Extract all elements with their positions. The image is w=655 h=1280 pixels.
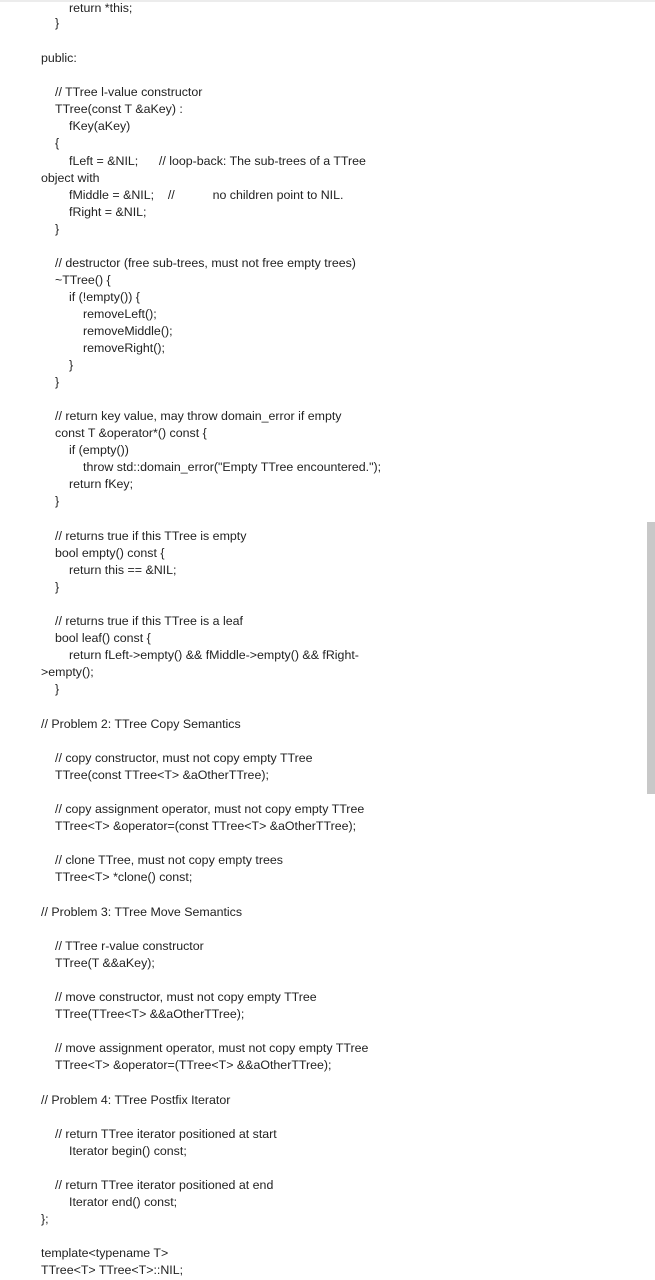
code-line: } (69, 358, 74, 372)
code-line: TTree(const TTree<T> &aOtherTTree); (55, 768, 269, 782)
code-line: // returns true if this TTree is a leaf (55, 614, 243, 628)
code-line: object with (41, 171, 100, 185)
code-line: // copy assignment operator, must not copy empty TTree (55, 802, 365, 816)
code-line: TTree<T> *clone() const; (55, 870, 193, 884)
vertical-scrollbar-thumb[interactable] (647, 522, 655, 794)
code-line: >empty(); (41, 665, 94, 679)
code-line: // returns true if this TTree is empty (55, 529, 247, 543)
code-line: } (55, 222, 60, 236)
code-line: TTree(T &&aKey); (55, 956, 155, 970)
code-line: } (55, 16, 60, 30)
code-line: return fLeft->empty() && fMiddle->empty() && fRight- (69, 648, 359, 662)
code-line: { (55, 136, 60, 150)
code-line: // Problem 2: TTree Copy Semantics (41, 717, 241, 731)
code-line: fRight = &NIL; (69, 205, 147, 219)
code-line: Iterator end() const; (69, 1195, 178, 1209)
code-line: bool empty() const { (55, 546, 165, 560)
code-line: TTree<T> &operator=(TTree<T> &&aOtherTTree); (55, 1058, 332, 1072)
code-line: // return key value, may throw domain_error if empty (55, 409, 342, 423)
code-line: // clone TTree, must not copy empty trees (55, 853, 283, 867)
code-line: removeRight(); (83, 341, 165, 355)
code-line: } (55, 682, 60, 696)
code-line: TTree(TTree<T> &&aOtherTTree); (55, 1007, 245, 1021)
code-line: TTree<T> &operator=(const TTree<T> &aOtherTTree); (55, 819, 357, 833)
code-line: // move constructor, must not copy empty TTree (55, 990, 317, 1004)
code-line: ~TTree() { (55, 273, 111, 287)
code-line: template<typename T> (41, 1246, 169, 1260)
code-line: throw std::domain_error("Empty TTree encountered."); (83, 460, 382, 474)
code-line: // TTree l-value constructor (55, 85, 203, 99)
code-line: // Problem 4: TTree Postfix Iterator (41, 1093, 231, 1107)
code-line: // Problem 3: TTree Move Semantics (41, 905, 243, 919)
code-line: const T &operator*() const { (55, 426, 207, 440)
code-line: return *this; (69, 1, 133, 15)
code-line: // copy constructor, must not copy empty TTree (55, 751, 313, 765)
code-line: TTree(const T &aKey) : (55, 102, 183, 116)
code-line: public: (41, 51, 77, 65)
code-line: bool leaf() const { (55, 631, 151, 645)
code-line: // move assignment operator, must not copy empty TTree (55, 1041, 369, 1055)
code-line: // destructor (free sub-trees, must not free empty trees) (55, 256, 356, 270)
code-line: TTree<T> TTree<T>::NIL; (41, 1263, 184, 1277)
code-line: // TTree r-value constructor (55, 939, 204, 953)
code-line: return this == &NIL; (69, 563, 177, 577)
code-line: return fKey; (69, 477, 134, 491)
code-line: fKey(aKey) (69, 119, 131, 133)
code-line: removeMiddle(); (83, 324, 173, 338)
code-line: } (55, 580, 60, 594)
code-line: Iterator begin() const; (69, 1144, 187, 1158)
code-line: removeLeft(); (83, 307, 157, 321)
code-line: }; (41, 1212, 49, 1226)
code-line: if (!empty()) { (69, 290, 140, 304)
code-line: } (55, 375, 60, 389)
code-line: // return TTree iterator positioned at start (55, 1127, 277, 1141)
code-line: } (55, 494, 60, 508)
code-line: fMiddle = &NIL; // no children point to NIL. (69, 188, 344, 202)
code-line: fLeft = &NIL; // loop-back: The sub-trees of a TTree (69, 154, 366, 168)
code-line: // return TTree iterator positioned at end (55, 1178, 274, 1192)
code-line: if (empty()) (69, 443, 129, 457)
